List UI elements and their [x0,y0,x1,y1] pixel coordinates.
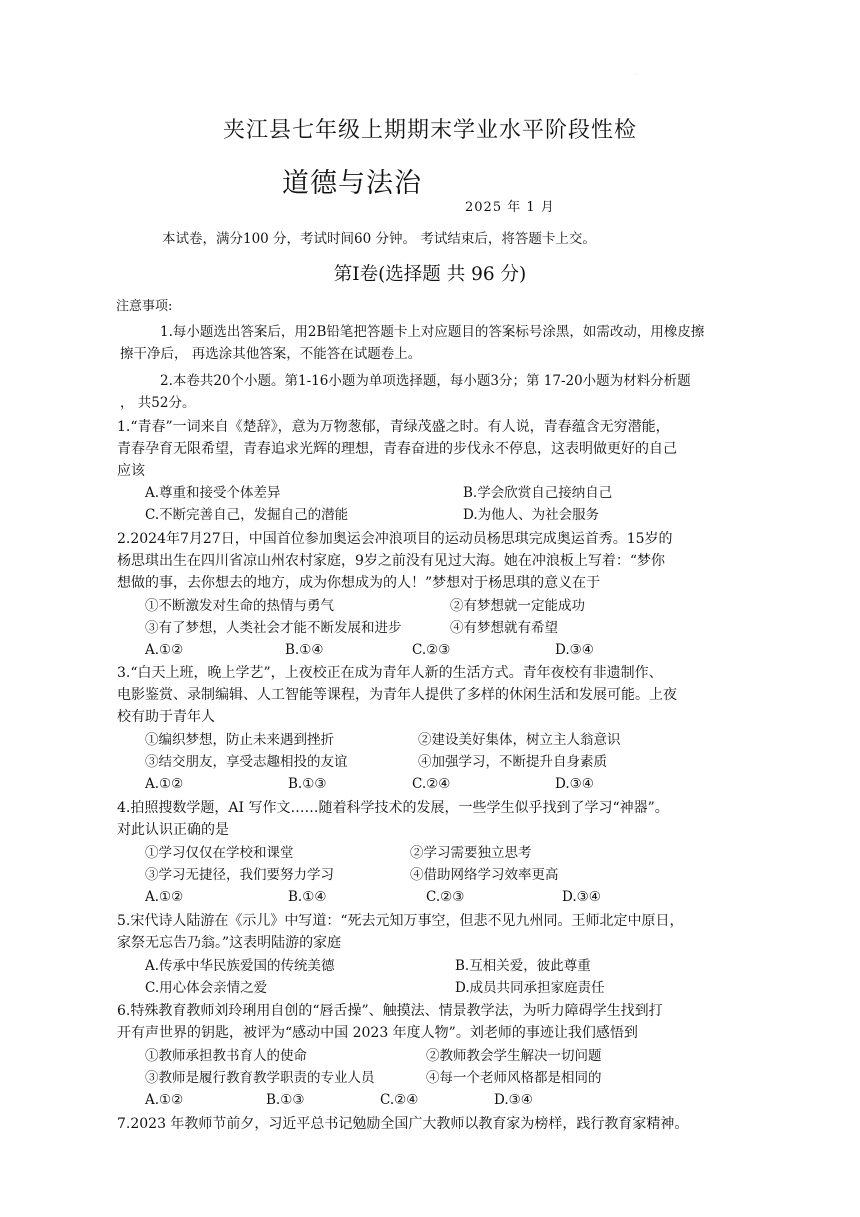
question-2-statement-4: ④有梦想就有希望 [450,620,558,636]
question-2-line-2: 杨思琪出生在四川省凉山州农村家庭，9岁之前没有见过大海。她在冲浪板上写着：“梦你 [117,553,666,569]
question-1-option-d: D.为他人、为社会服务 [463,507,600,523]
question-1-line-1: 1.“青春”一词来自《楚辞》，意为万物葱郁，青绿茂盛之时。有人说，青春蕴含无穷潜能， [117,419,670,435]
question-3-line-2: 电影鉴赏、录制编辑、人工智能等课程，为青年人提供了多样的休闲生活和发展可能。上夜 [117,687,677,703]
question-3-option-b: B.①③ [288,776,327,792]
question-5-line-1: 5.宋代诗人陆游在《示儿》中写道：“死去元知万事空，但悲不见九州同。王师北定中原日， [117,913,684,929]
subject-title: 道德与法治 [282,168,422,199]
question-3-statement-3: ③结交朋友，享受志趣相投的友谊 [145,754,348,770]
corner-mark: · [636,72,638,79]
question-3-statement-4: ④加强学习，不断提升自身素质 [418,754,607,770]
section-title: 第Ⅰ卷(选择题 共 96 分) [333,264,527,285]
question-4-statement-4: ④借助网络学习效率更高 [410,867,559,883]
notes-heading: 注意事项: [116,299,173,314]
note-2-line-1: 2.本卷共20个小题。第1-16小题为单项选择题，每小题3分；第 17-20小题为材料分析题 [160,373,691,389]
exam-title: 夹江县七年级上期期末学业水平阶段性检 [222,118,637,143]
question-1-option-c: C.不断完善自己，发掘自己的潜能 [145,507,349,523]
note-1-line-2: 擦干净后， 再选涂其他答案，不能答在试题卷上。 [120,346,422,362]
question-6-line-1: 6.特殊教育教师刘玲琍用自创的“唇舌操”、触摸法、情景教学法，为听力障碍学生找到打 [117,1003,663,1019]
question-3-option-d: D.③④ [555,776,594,792]
question-4-line-2: 对此认识正确的是 [117,822,229,838]
exam-intro: 本试卷，满分100 分，考试时间60 分钟。 考试结束后，将答题卡上交。 [162,231,596,247]
question-6-statement-2: ②教师教会学生解决一切问题 [426,1048,602,1064]
question-2-statement-1: ①不断激发对生命的热情与勇气 [145,598,334,614]
question-2-line-1: 2.2024年7月27日，中国首位参加奥运会冲浪项目的运动员杨思琪完成奥运首秀。15岁的 [117,531,673,547]
question-6-option-a: A.①② [145,1092,184,1108]
question-6-statement-3: ③教师是履行教育教学职责的专业人员 [145,1070,375,1086]
question-4-statement-3: ③学习无捷径，我们要努力学习 [145,867,334,883]
question-3-statement-2: ②建设美好集体，树立主人翁意识 [418,732,621,748]
question-2-statement-3: ③有了梦想，人类社会才能不断发展和进步 [145,620,402,636]
question-6-option-c: C.②④ [380,1092,419,1108]
question-4-option-c: C.②③ [426,889,465,905]
note-2-line-2: ， 共52分。 [120,395,196,411]
question-6-statement-4: ④每一个老师风格都是相同的 [426,1070,602,1086]
question-2-option-d: D.③④ [555,642,594,658]
question-6-line-2: 开有声世界的钥匙，被评为“感动中国 2023 年度人物”。刘老师的事迹让我们感悟到 [117,1025,638,1041]
question-4-statement-2: ②学习需要独立思考 [410,845,532,861]
question-3-option-a: A.①② [145,776,184,792]
question-4-option-a: A.①② [145,889,184,905]
question-3-statement-1: ①编织梦想，防止未来遇到挫折 [145,732,334,748]
question-3-option-c: C.②④ [412,776,451,792]
question-5-option-d: D.成员共同承担家庭责任 [455,980,605,996]
question-2-statement-2: ②有梦想就一定能成功 [450,598,585,614]
question-6-statement-1: ①教师承担教书育人的使命 [145,1048,307,1064]
exam-date: 2025 年 1 月 [465,200,555,215]
question-2-option-a: A.①② [145,642,184,658]
question-3-line-1: 3.“白天上班，晚上学艺”，上夜校正在成为青年人新的生活方式。青年夜校有非遗制作、 [117,665,663,681]
question-2-option-c: C.②③ [412,642,451,658]
note-1-line-1: 1.每小题选出答案后，用2B铅笔把答题卡上对应题目的答案标号涂黑，如需改动，用橡皮擦 [160,324,705,340]
question-6-option-b: B.①③ [266,1092,305,1108]
question-4-line-1: 4.拍照搜数学题，AI 写作文……随着科学技术的发展，一些学生似乎找到了学习“神器”。 [117,800,669,816]
question-1-option-b: B.学会欣赏自己接纳自己 [463,485,613,501]
question-3-line-3: 校有助于青年人 [117,709,215,725]
question-4-option-d: D.③④ [562,889,601,905]
question-5-option-c: C.用心体会亲情之爱 [145,980,268,996]
question-4-option-b: B.①④ [288,889,327,905]
question-5-line-2: 家祭无忘告乃翁。”这表明陆游的家庭 [117,935,342,951]
question-1-line-2: 青春孕育无限希望，青春追求光辉的理想，青春奋进的步伐永不停息，这表明做更好的自己 [117,441,677,457]
question-1-option-a: A.尊重和接受个体差异 [145,485,281,501]
question-2-line-3: 想做的事，去你想去的地方，成为你想成为的人！”梦想对于杨思琪的意义在于 [117,575,601,591]
question-4-statement-1: ①学习仅仅在学校和课堂 [145,845,294,861]
question-1-line-3: 应该 [117,463,145,479]
question-5-option-b: B.互相关爱，彼此尊重 [455,958,591,974]
question-2-option-b: B.①④ [285,642,324,658]
question-7-line-1: 7.2023 年教师节前夕，习近平总书记勉励全国广大教师以教育家为榜样，践行教育家精神。 [117,1116,689,1132]
question-5-option-a: A.传承中华民族爱国的传统美德 [145,958,335,974]
question-6-option-d: D.③④ [494,1092,533,1108]
